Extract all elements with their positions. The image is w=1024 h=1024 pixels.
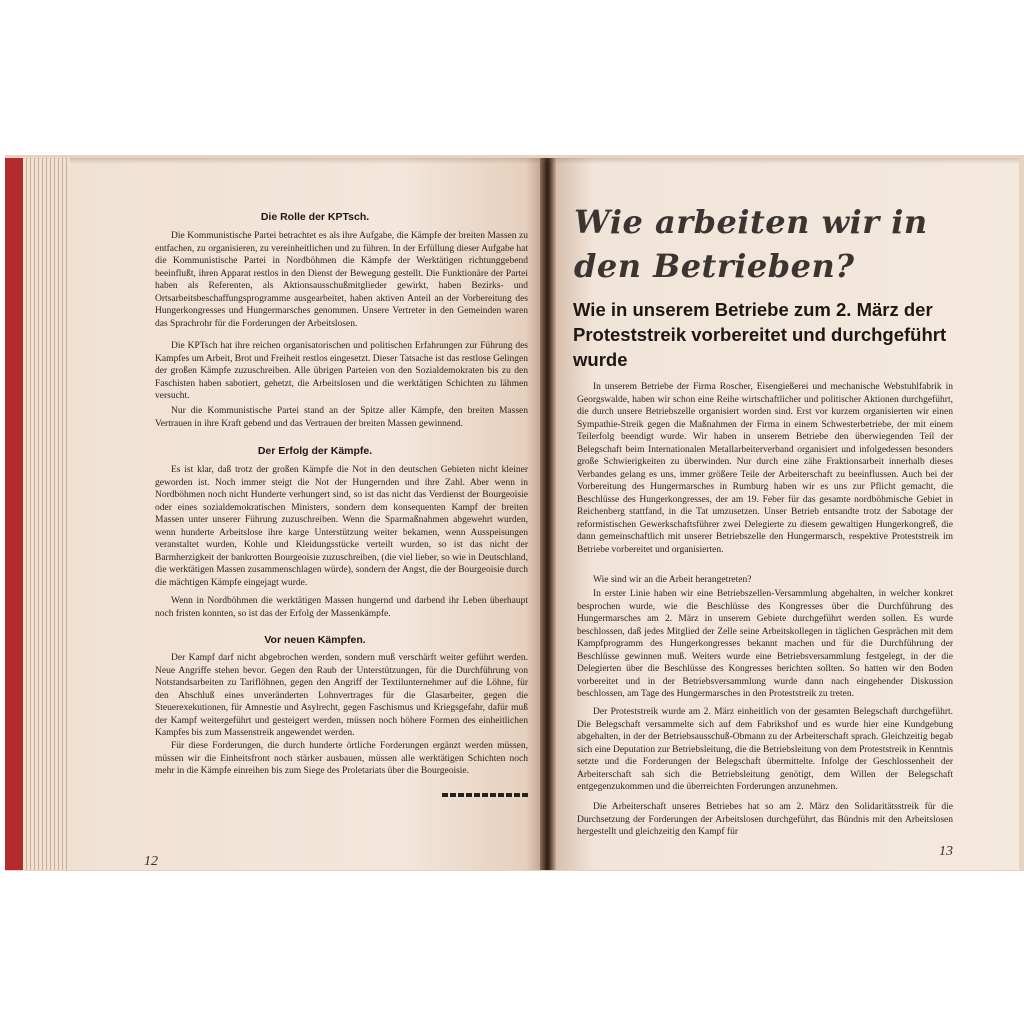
right-paragraph-3: Der Proteststreik wurde am 2. März einheitlich von der gesamten Belegschaft durchgeführt. Die Belegschaft versammelte sich auf dem Fabrikshof und es wurde hier eine Kundgebung abgehalten, in der der Betriebsausschuß-Obmann zu der Arbeiterschaft sprach. Gleichzeitig begab sich eine Deputation zur Betriebsleitung, die die Betriebsleitung von dem Proteststreik in Kenntnis setzte und die Forderungen der Belegschaft übermittelte. Infolge der Geschlossenheit der Arbeiterschaft sah sich die Betriebsleitung genötigt, dem Willen der Belegschaft entgegenzukommen und die überreichten Forderungen anzunehmen. — [577, 707, 953, 792]
left-paragraph-2: Die KPTsch hat ihre reichen organisatorischen und politischen Erfahrungen zur Führung des Kampfes um Arbeit, Brot und Freiheit restlos eingesetzt. Dieser Tatsache ist das restlose Gelingen der großen Kämpfe zuzuschreiben. Alle übrigen Parteien von den Sozialdemokraten bis zu den Faschisten haben sabotiert, gehetzt, die Arbeitslosen und die werktätigen Schichten zu lähmen versucht. — [155, 341, 528, 401]
page-number-left: 12 — [144, 854, 158, 869]
section-end-rule — [442, 793, 530, 797]
left-paragraph-5: Wenn in Nordböhmen die werktätigen Massen hungernd und darbend ihr Leben überhaupt noch fristen konnten, so ist das der Erfolg der Massenkämpfe. — [155, 596, 528, 619]
chapter-title: Wie arbeiten wir in den Betrieben? — [574, 203, 928, 285]
right-paragraph-1: In unserem Betriebe der Firma Roscher, Eisengießerei und mechanische Webstuhlfabrik in Georgswalde, haben wir schon eine Reihe wirtschaftlicher und politischer Aktionen durchgeführt, die durch unsere Betriebszelle organisiert worden sind. Erst vor kurzem organisierten wir einen Sympathie-Streik gegen die Maßnahmen der Firma in einem Schwesterbetriebe, der mit einem Teilerfolg beendigt wurde. Wir haben in unserem Betriebe den überwiegenden Teil der Belegschaft beim Internationalen Metallarbeiterverband organisiert und infolgedessen besonders große Schwierigkeiten zu überwinden. Nur durch eine zähe Fraktionsarbeit innerhalb dieses Verbandes gelang es uns, immer größere Teile der Arbeiterschaft zu beeinflussen. Auch bei der Vorbereitung des Hungermarsches in Rumburg haben wir es uns zur Pflicht gemacht, die Beschlüsse des Hungerkongresses, der am 19. Feber für das gesamte nordböhmische Gebiet in Reichenberg stattfand, in die Tat umzusetzen. Unser Betrieb entsandte trotz der Sabotage der reformistischen Gewerkschaftsführer zwei Delegierte zu diesem gewaltigen Hungerkongreß, die dann gemeinschaftlich mit unserer Betriebszelle den Hungermarsch, respektive Proteststreik im Betriebe vorbereitet und organisierten. — [577, 382, 953, 555]
right-paragraph-4: Die Arbeiterschaft unseres Betriebes hat so am 2. März den Solidaritätsstreik für die Durchsetzung der Forderungen der Arbeitslosen durchgeführt, das Bündnis mit den Arbeitslosen hergestellt und gleichzeitig den Kampf für — [577, 802, 953, 837]
page-stack-edge — [23, 158, 75, 870]
left-paragraph-1: Die Kommunistische Partei betrachtet es als ihre Aufgabe, die Kämpfe der breiten Massen zu entfachen, zu organisieren, zu vereinheitlichen und zu führen. In der Erfüllung dieser Aufgabe hat die Kommunistische Partei in Nordböhmen die Kämpfe der Werktätigen richtunggebend beeinflußt, ihren Apparat restlos in den Dienst der Bewegung gestellt. Die Funktionäre der Partei haben als Referenten, als Aktionsausschußmitglieder gewirkt, haben Bezirks- und Ortsarbeitsbeschaffungsprogramme ausgearbeitet, haben aktiven Anteil an der Vorbereitung des Hungerkongresses und Hungermarsches genommen. Unsere Vertreter in den Gemeinden waren das Sprachrohr für die Forderungen der Arbeitslosen. — [155, 231, 528, 329]
left-paragraph-4: Es ist klar, daß trotz der großen Kämpfe die Not in den deutschen Gebieten nicht kleiner geworden ist. Noch immer steigt die Not der Hungernden und ihre Zahl. Aber wenn in Nordböhmen noch nicht Hunderte verhungert sind, so ist das nicht das Verdienst der Bourgeoisie oder eines sozialdemokratischen Ministers, sondern dem konsequenten Kampf der breiten Massen unter unserer Führung zuzuschreiben. Wenn die Sparmaßnahmen abgewehrt wurden, wenn hunderte Arbeitslose ihre karge Unterstützung weiter bekamen, wenn Ausspeisungen veranstaltet wurden, Kohle und Kleidungsstücke verteilt wurden, so ist das nicht der Barmherzigkeit der bankrotten Bourgeoisie zuzuschreiben, (die viel lieber, so wie in Deutschland, die werktätigen Massen zusammenschlagen würde), sondern der Angst, die der Bourgeoisie durch die mächtigen Kämpfe eingejagt wurde. — [155, 465, 528, 588]
book-cover-edge — [5, 158, 23, 870]
page-top-shadow — [70, 158, 1019, 164]
left-paragraph-3: Nur die Kommunistische Partei stand an der Spitze aller Kämpfe, den breiten Massen Vertrauen in ihre Kraft gebend und das Vertrauen der breiten Massen gewinnend. — [155, 406, 528, 429]
right-paragraph-2: In erster Linie haben wir eine Betriebszellen-Versammlung abgehalten, in welcher konkret besprochen wurde, wie die Beschlüsse des Kongresses über die Durchführung des Hungermarsches am 2. März in unserem Gebiete durchgeführt werden sollen. Es wurde beschlossen, daß jedes Mitglied der Zelle seine Arbeitskollegen in täglichen Gesprächen mit dem Kampfprogramm des Hungerkongresses bekannt machen und für die Durchführung der Beschlüsse gewinnen muß. Weiters wurde eine Betriebsversammlung festgelegt, in der die Delegierten über die Beschlüsse des Kongresses berichten sollten. So hatten wir den Boden vorbereitet und in der Betriebsversammlung wurde dann nach eingehender Diskussion beschlossen, am Tage des Hungermarsches in den Proteststreik zu treten. — [577, 589, 953, 699]
chapter-subtitle: Wie in unserem Betriebe zum 2. März der Proteststreik vorbereitet und durchgeführt wurde — [573, 299, 947, 370]
section-heading-rolle: Die Rolle der KPTsch. — [260, 211, 370, 223]
section-heading-erfolg: Der Erfolg der Kämpfe. — [257, 445, 373, 457]
left-paragraph-7: Für diese Forderungen, die durch hunderte örtliche Forderungen ergänzt werden müssen, müssen wir die Einheitsfront noch stärker ausbauen, müssen alle werktätigen Schichten noch mehr in die Kämpfe einreihen bis zum Siege des Proletariats über die Bourgeoisie. — [155, 741, 528, 776]
right-question-heading: Wie sind wir an die Arbeit herangetreten? — [593, 575, 752, 585]
page-number-right: 13 — [939, 844, 953, 859]
left-paragraph-6: Der Kampf darf nicht abgebrochen werden, sondern muß verschärft weiter geführt werden. Neue Angriffe stehen bevor. Gegen den Raub der Unterstützungen, für die Durchführung von Notstandsarbeiten zu Tariflöhnen, gegen den Angriff der Textilunternehmer auf die Löhne, für den Abschluß eines unveränderten Lohnvertrages für die Glasarbeiter, gegen die Steuerexekutionen, für Amnestie und Asylrecht, gegen Faschismus und Kriegsgefahr, dafür muß der Kampf weitergeführt und gesteigert werden, müssen noch höhere Formen des einheitlichen Kampfes bis zum Massenstreik angewendet werden. — [155, 653, 528, 738]
section-heading-vor-neuen: Vor neuen Kämpfen. — [264, 634, 366, 646]
book-gutter — [540, 158, 556, 870]
